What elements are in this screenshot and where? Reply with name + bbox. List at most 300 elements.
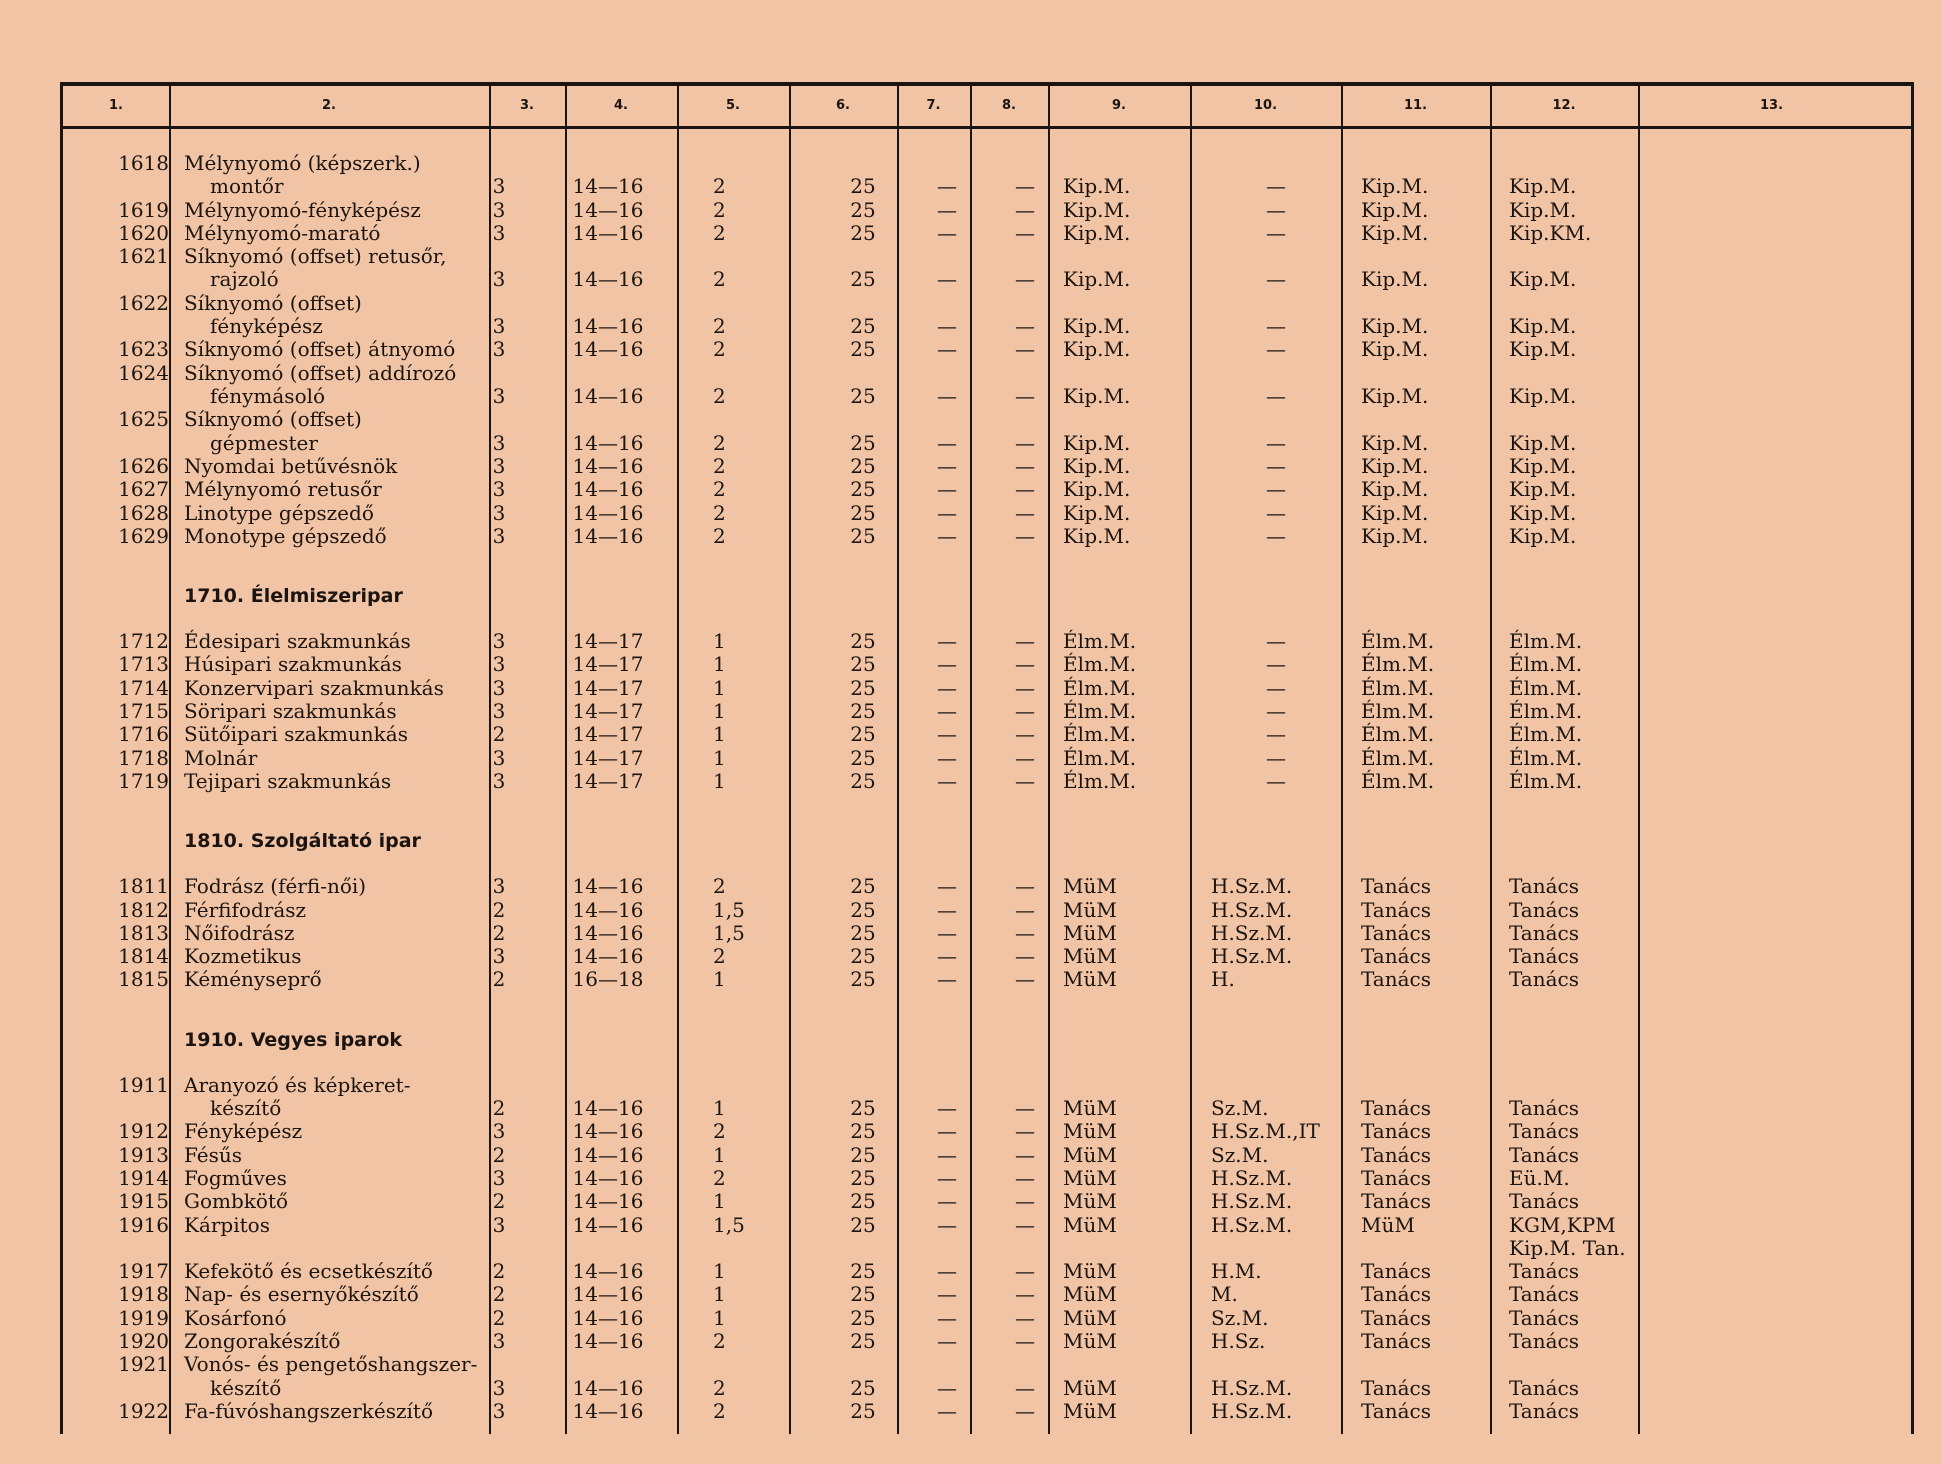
- cell-col-7: —: [937, 220, 957, 245]
- table-row: [63, 770, 1911, 793]
- cell-col-5: 1: [713, 722, 726, 747]
- cell-col-3: 3: [492, 629, 506, 654]
- cell-col-8: —: [1015, 920, 1035, 945]
- cell-col-11: Tanács: [1361, 944, 1431, 969]
- cell-col-10: —: [1266, 652, 1286, 677]
- cell-col-7: —: [937, 1189, 957, 1214]
- cell-col-8: —: [1015, 768, 1035, 793]
- cell-col-7: —: [937, 267, 957, 292]
- cell-col-5: 1,5: [713, 920, 745, 945]
- cell-col-6: 25: [850, 383, 876, 408]
- occupation-name: Mélynyomó-fényképész: [184, 197, 421, 222]
- cell-col-10: —: [1266, 500, 1286, 525]
- cell-col-9: MüM: [1063, 1305, 1117, 1330]
- cell-col-7: —: [937, 1305, 957, 1330]
- occupation-code: 1619: [118, 197, 169, 222]
- cell-col-11: Tanács: [1361, 1398, 1431, 1423]
- occupation-name: Fényképész: [184, 1119, 303, 1144]
- cell-col-5: 2: [713, 1329, 726, 1353]
- cell-col-12: Tanács: [1509, 1282, 1579, 1307]
- cell-col-4: 14—16: [572, 1142, 644, 1167]
- cell-col-10: —: [1266, 745, 1286, 770]
- occupation-name: fénymásoló: [210, 383, 326, 408]
- header-cell: 9.: [1112, 98, 1126, 113]
- cell-col-3: 3: [492, 314, 506, 339]
- occupation-name: rajzoló: [210, 267, 279, 292]
- cell-col-5: 1: [713, 699, 726, 723]
- cell-col-12: Élm.M.: [1509, 675, 1583, 700]
- cell-col-11: Tanács: [1361, 1305, 1431, 1330]
- cell-col-11: Élm.M.: [1361, 699, 1435, 723]
- occupation-name: Linotype gépszedő: [184, 500, 374, 525]
- cell-col-10: —: [1266, 383, 1286, 408]
- occupation-name: Mélynyomó-marató: [184, 220, 381, 245]
- cell-col-9: Kip.M.: [1063, 477, 1131, 502]
- cell-col-4: 14—16: [572, 1259, 644, 1284]
- occupation-code: 1624: [118, 360, 169, 385]
- cell-col-4: 14—17: [572, 652, 644, 677]
- cell-col-12: Tanács: [1509, 897, 1579, 922]
- cell-col-6: 25: [850, 337, 876, 362]
- cell-col-6: 25: [850, 1398, 876, 1423]
- cell-col-11: Tanács: [1361, 1375, 1431, 1400]
- cell-col-8: —: [1015, 874, 1035, 899]
- cell-col-3: 3: [492, 745, 506, 770]
- cell-col-9: MüM: [1063, 1189, 1117, 1214]
- column-rule: [565, 86, 567, 1434]
- occupation-code: 1811: [118, 874, 169, 899]
- cell-col-9: MüM: [1063, 1375, 1117, 1400]
- cell-col-8: —: [1015, 1305, 1035, 1330]
- occupation-name: Síknyomó (offset): [184, 407, 362, 432]
- cell-col-8: —: [1015, 523, 1035, 548]
- occupation-code: 1915: [118, 1189, 169, 1214]
- cell-col-6: 25: [850, 477, 876, 502]
- cell-col-11: Tanács: [1361, 920, 1431, 945]
- cell-col-9: Kip.M.: [1063, 337, 1131, 362]
- table-row: [63, 362, 1911, 409]
- cell-col-11: Tanács: [1361, 1142, 1431, 1167]
- cell-col-9: Kip.M.: [1063, 197, 1131, 222]
- occupation-code: 1921: [118, 1352, 169, 1377]
- occupation-name: Konzervipari szakmunkás: [184, 675, 444, 700]
- cell-col-5: 2: [713, 453, 726, 478]
- occupation-code: 1620: [118, 220, 169, 245]
- cell-col-10: —: [1266, 699, 1286, 723]
- table-row: [63, 968, 1911, 991]
- occupation-name: Nyomdai betűvésnök: [184, 453, 398, 478]
- cell-col-12: Kip.M.: [1509, 430, 1577, 455]
- cell-col-8: —: [1015, 1398, 1035, 1423]
- table-row: [63, 408, 1911, 455]
- cell-col-5: 2: [713, 874, 726, 899]
- cell-col-10: —: [1266, 477, 1286, 502]
- cell-col-6: 25: [850, 523, 876, 548]
- cell-col-4: 14—16: [572, 1165, 644, 1190]
- cell-col-5: 1: [713, 652, 726, 677]
- table-row: [63, 1190, 1911, 1213]
- column-rule: [1638, 86, 1640, 1434]
- occupation-code: 1920: [118, 1329, 169, 1353]
- cell-col-8: —: [1015, 1282, 1035, 1307]
- cell-col-11: Élm.M.: [1361, 745, 1435, 770]
- cell-col-8: —: [1015, 477, 1035, 502]
- cell-col-9: MüM: [1063, 944, 1117, 969]
- cell-col-8: —: [1015, 652, 1035, 677]
- cell-col-6: 25: [850, 920, 876, 945]
- table-row: [63, 292, 1911, 339]
- cell-col-11: Kip.M.: [1361, 174, 1429, 199]
- cell-col-7: —: [937, 944, 957, 969]
- cell-col-6: 25: [850, 197, 876, 222]
- table-row: [63, 630, 1911, 653]
- table-row: [63, 338, 1911, 361]
- cell-col-12: Kip.M.: [1509, 197, 1577, 222]
- cell-col-6: 25: [850, 652, 876, 677]
- cell-col-10: —: [1266, 267, 1286, 292]
- cell-col-7: —: [937, 920, 957, 945]
- table-row: [63, 222, 1911, 245]
- cell-col-7: —: [937, 1329, 957, 1353]
- cell-col-5: 1,5: [713, 1212, 745, 1237]
- cell-col-4: 14—16: [572, 523, 644, 548]
- cell-col-5: 2: [713, 1165, 726, 1190]
- cell-col-4: 14—16: [572, 1189, 644, 1214]
- cell-col-11: MüM: [1361, 1212, 1415, 1237]
- table-row: [63, 723, 1911, 746]
- cell-col-5: 1: [713, 1259, 726, 1284]
- cell-col-7: —: [937, 1119, 957, 1144]
- cell-col-12: Kip.M.: [1509, 383, 1577, 408]
- cell-col-10: H.Sz.: [1211, 1329, 1266, 1353]
- cell-col-6: 25: [850, 967, 876, 992]
- cell-col-4: 16—18: [572, 967, 644, 992]
- cell-col-7: —: [937, 1165, 957, 1190]
- table-row: [63, 1212, 1911, 1260]
- cell-col-8: —: [1015, 1329, 1035, 1353]
- cell-col-9: Kip.M.: [1063, 523, 1131, 548]
- cell-col-12: Tanács: [1509, 1095, 1579, 1120]
- cell-col-3: 2: [492, 920, 506, 945]
- occupation-name: Kárpitos: [184, 1212, 270, 1237]
- cell-col-3: 2: [492, 722, 506, 747]
- cell-col-4: 14—17: [572, 699, 644, 723]
- cell-col-6: 25: [850, 722, 876, 747]
- cell-col-6: 25: [850, 1119, 876, 1144]
- occupation-code: 1618: [118, 151, 169, 175]
- cell-col-10: —: [1266, 314, 1286, 339]
- occupation-name: Mélynyomó retusőr: [184, 477, 382, 502]
- cell-col-12: Tanács: [1509, 1375, 1579, 1400]
- cell-col-9: MüM: [1063, 1282, 1117, 1307]
- cell-col-5: 1: [713, 1305, 726, 1330]
- cell-col-3: 3: [492, 652, 506, 677]
- cell-col-9: Élm.M.: [1063, 722, 1137, 747]
- occupation-name: Síknyomó (offset): [184, 290, 362, 315]
- cell-col-6: 25: [850, 1095, 876, 1120]
- cell-col-6: 25: [850, 314, 876, 339]
- cell-col-3: 3: [492, 1329, 506, 1353]
- table-row: [63, 1144, 1911, 1167]
- cell-col-4: 14—16: [572, 197, 644, 222]
- cell-col-12: Kip.M.: [1509, 523, 1577, 548]
- cell-col-10: —: [1266, 675, 1286, 700]
- cell-col-8: —: [1015, 1142, 1035, 1167]
- table-row: [63, 1330, 1911, 1353]
- cell-col-5: 2: [713, 1398, 726, 1423]
- cell-col-3: 3: [492, 500, 506, 525]
- cell-col-10: M.: [1211, 1282, 1238, 1307]
- cell-col-4: 14—16: [572, 267, 644, 292]
- cell-col-7: —: [937, 383, 957, 408]
- column-rule: [169, 86, 171, 1434]
- cell-col-4: 14—16: [572, 1212, 644, 1237]
- cell-col-9: MüM: [1063, 1119, 1117, 1144]
- occupation-code: 1622: [118, 290, 169, 315]
- table-row: [63, 1167, 1911, 1190]
- cell-col-12: Élm.M.: [1509, 652, 1583, 677]
- cell-col-6: 25: [850, 453, 876, 478]
- cell-col-7: —: [937, 500, 957, 525]
- occupation-code: 1628: [118, 500, 169, 525]
- cell-col-9: Kip.M.: [1063, 383, 1131, 408]
- cell-col-3: 2: [492, 1189, 506, 1214]
- cell-col-7: —: [937, 523, 957, 548]
- occupation-code: 1712: [118, 629, 169, 654]
- cell-col-6: 25: [850, 675, 876, 700]
- occupation-name: montőr: [210, 174, 284, 199]
- cell-col-10: H.M.: [1211, 1259, 1262, 1284]
- cell-col-4: 14—16: [572, 220, 644, 245]
- cell-col-11: Kip.M.: [1361, 383, 1429, 408]
- cell-col-10: —: [1266, 174, 1286, 199]
- occupation-name: Aranyozó és képkeret-: [184, 1072, 411, 1097]
- cell-col-11: Tanács: [1361, 1119, 1431, 1144]
- cell-col-12: Tanács: [1509, 1119, 1579, 1144]
- cell-col-3: 3: [492, 383, 506, 408]
- cell-col-3: 3: [492, 675, 506, 700]
- occupation-code: 1714: [118, 675, 169, 700]
- cell-col-8: —: [1015, 967, 1035, 992]
- cell-col-4: 14—16: [572, 1095, 644, 1120]
- cell-col-9: Élm.M.: [1063, 652, 1137, 677]
- occupation-code: 1914: [118, 1165, 169, 1190]
- table-row: [63, 478, 1911, 501]
- cell-col-12: Tanács: [1509, 920, 1579, 945]
- cell-col-7: —: [937, 1282, 957, 1307]
- cell-col-12: Tanács: [1509, 1259, 1579, 1284]
- cell-col-12: Tanács: [1509, 1189, 1579, 1214]
- cell-col-12: Kip.M.: [1509, 500, 1577, 525]
- cell-col-10: H.Sz.M.: [1211, 920, 1293, 945]
- cell-col-8: —: [1015, 897, 1035, 922]
- cell-col-12: Tanács: [1509, 1142, 1579, 1167]
- cell-col-12: Eü.M.: [1509, 1165, 1570, 1190]
- occupation-name: Fa-fúvóshangszerkészítő: [184, 1398, 434, 1423]
- column-rule: [489, 86, 491, 1434]
- cell-col-3: 2: [492, 1259, 506, 1284]
- cell-col-4: 14—16: [572, 1375, 644, 1400]
- table-row: [63, 747, 1911, 770]
- cell-col-4: 14—16: [572, 1329, 644, 1353]
- cell-col-6: 25: [850, 500, 876, 525]
- cell-col-10: H.Sz.M.: [1211, 1189, 1293, 1214]
- cell-col-7: —: [937, 1142, 957, 1167]
- column-rule: [789, 86, 791, 1434]
- occupation-name: Fodrász (férfi-női): [184, 874, 367, 899]
- cell-col-4: 14—17: [572, 629, 644, 654]
- cell-col-9: MüM: [1063, 1398, 1117, 1423]
- cell-col-4: 14—16: [572, 874, 644, 899]
- cell-col-10: —: [1266, 197, 1286, 222]
- cell-col-5: 1: [713, 967, 726, 992]
- header-cell: 12.: [1552, 98, 1576, 113]
- occupation-code: 1713: [118, 652, 169, 677]
- cell-col-12: Kip.M.: [1509, 267, 1577, 292]
- cell-col-11: Kip.M.: [1361, 523, 1429, 548]
- column-rule: [897, 86, 899, 1434]
- occupation-name: készítő: [210, 1375, 282, 1400]
- column-rule: [677, 86, 679, 1434]
- cell-col-5: 2: [713, 197, 726, 222]
- cell-col-10: —: [1266, 629, 1286, 654]
- cell-col-5: 2: [713, 383, 726, 408]
- occupation-code: 1916: [118, 1212, 169, 1237]
- cell-col-8: —: [1015, 1165, 1035, 1190]
- cell-col-4: 14—16: [572, 1305, 644, 1330]
- cell-col-5: 2: [713, 220, 726, 245]
- occupation-name: Síknyomó (offset) átnyomó: [184, 337, 456, 362]
- cell-col-5: 2: [713, 267, 726, 292]
- table-row: [63, 199, 1911, 222]
- cell-col-3: 3: [492, 874, 506, 899]
- cell-col-11: Kip.M.: [1361, 500, 1429, 525]
- cell-col-7: —: [937, 314, 957, 339]
- occupation-name: Fogműves: [184, 1165, 287, 1190]
- cell-col-3: 3: [492, 1165, 506, 1190]
- header-cell: 8.: [1002, 98, 1016, 113]
- section-title: 1910. Vegyes iparok: [184, 1028, 403, 1051]
- cell-col-9: MüM: [1063, 1329, 1117, 1353]
- cell-col-3: 3: [492, 220, 506, 245]
- cell-col-4: 14—17: [572, 722, 644, 747]
- cell-col-9: Kip.M.: [1063, 453, 1131, 478]
- cell-col-10: —: [1266, 453, 1286, 478]
- cell-col-8: —: [1015, 1259, 1035, 1284]
- occupation-code: 1629: [118, 523, 169, 548]
- occupation-code: 1625: [118, 407, 169, 432]
- cell-col-4: 14—16: [572, 430, 644, 455]
- occupation-name: Kefekötő és ecsetkészítő: [184, 1259, 433, 1284]
- cell-col-8: —: [1015, 453, 1035, 478]
- table-row: [63, 245, 1911, 292]
- cell-col-3: 2: [492, 1095, 506, 1120]
- occupation-code: 1919: [118, 1305, 169, 1330]
- cell-col-10: H.Sz.M.,IT: [1211, 1119, 1320, 1144]
- cell-col-5: 2: [713, 500, 726, 525]
- cell-col-9: Élm.M.: [1063, 768, 1137, 793]
- cell-col-10: —: [1266, 337, 1286, 362]
- cell-col-9: Élm.M.: [1063, 629, 1137, 654]
- cell-col-4: 14—16: [572, 1119, 644, 1144]
- cell-col-4: 14—16: [572, 453, 644, 478]
- cell-col-4: 14—16: [572, 897, 644, 922]
- cell-col-9: Élm.M.: [1063, 675, 1137, 700]
- cell-col-3: 3: [492, 453, 506, 478]
- cell-col-12: Tanács: [1509, 944, 1579, 969]
- header-cell: 10.: [1253, 98, 1278, 113]
- cell-col-9: Kip.M.: [1063, 314, 1131, 339]
- occupation-name: Monotype gépszedő: [184, 523, 387, 548]
- cell-col-8: —: [1015, 722, 1035, 747]
- occupation-code: 1627: [118, 477, 169, 502]
- cell-col-10: H.Sz.M.: [1211, 1212, 1293, 1237]
- cell-col-11: Élm.M.: [1361, 629, 1435, 654]
- cell-col-11: Tanács: [1361, 1165, 1431, 1190]
- cell-col-11: Tanács: [1361, 1259, 1431, 1284]
- occupation-code: 1918: [118, 1282, 169, 1307]
- cell-col-3: 3: [492, 523, 506, 548]
- cell-col-6: 25: [850, 944, 876, 969]
- cell-col-9: MüM: [1063, 920, 1117, 945]
- cell-col-10: H.Sz.M.: [1211, 1165, 1293, 1190]
- occupation-code: 1815: [118, 967, 169, 992]
- cell-col-8: —: [1015, 1189, 1035, 1214]
- cell-col-11: Kip.M.: [1361, 197, 1429, 222]
- header-cell: 3.: [520, 98, 534, 113]
- cell-col-6: 25: [850, 1259, 876, 1284]
- cell-col-4: 14—16: [572, 477, 644, 502]
- table-row: [63, 1074, 1911, 1121]
- cell-col-11: Tanács: [1361, 967, 1431, 992]
- cell-col-8: —: [1015, 1375, 1035, 1400]
- cell-col-11: Tanács: [1361, 897, 1431, 922]
- table-row: [63, 677, 1911, 700]
- cell-col-9: MüM: [1063, 874, 1117, 899]
- cell-col-9: MüM: [1063, 1095, 1117, 1120]
- occupation-code: 1719: [118, 768, 169, 793]
- occupation-code: 1715: [118, 699, 169, 723]
- cell-col-11: Kip.M.: [1361, 314, 1429, 339]
- cell-col-12: Kip.M.: [1509, 477, 1577, 502]
- column-rule: [970, 86, 972, 1434]
- cell-col-8: —: [1015, 174, 1035, 199]
- occupation-name: Nőifodrász: [184, 920, 295, 945]
- cell-col-6: 25: [850, 1329, 876, 1353]
- cell-col-11: Élm.M.: [1361, 722, 1435, 747]
- cell-col-5: 1: [713, 1142, 726, 1167]
- occupation-name: Húsipari szakmunkás: [184, 652, 402, 677]
- table-row: [63, 502, 1911, 525]
- cell-col-9: MüM: [1063, 897, 1117, 922]
- occupation-code: 1626: [118, 453, 169, 478]
- header-cell: 2.: [322, 98, 336, 113]
- cell-col-8: —: [1015, 337, 1035, 362]
- cell-col-4: 14—16: [572, 500, 644, 525]
- cell-col-5: 1: [713, 768, 726, 793]
- cell-col-8: —: [1015, 1095, 1035, 1120]
- cell-col-9: Élm.M.: [1063, 699, 1137, 723]
- cell-col-3: 3: [492, 1375, 506, 1400]
- header-cell: 6.: [836, 98, 850, 113]
- occupation-code: 1922: [118, 1398, 169, 1423]
- table-row: [63, 945, 1911, 968]
- header-cell: 11.: [1403, 98, 1428, 113]
- occupation-name: Kéményseprő: [184, 967, 322, 992]
- cell-col-8: —: [1015, 197, 1035, 222]
- cell-col-8: —: [1015, 675, 1035, 700]
- cell-col-7: —: [937, 629, 957, 654]
